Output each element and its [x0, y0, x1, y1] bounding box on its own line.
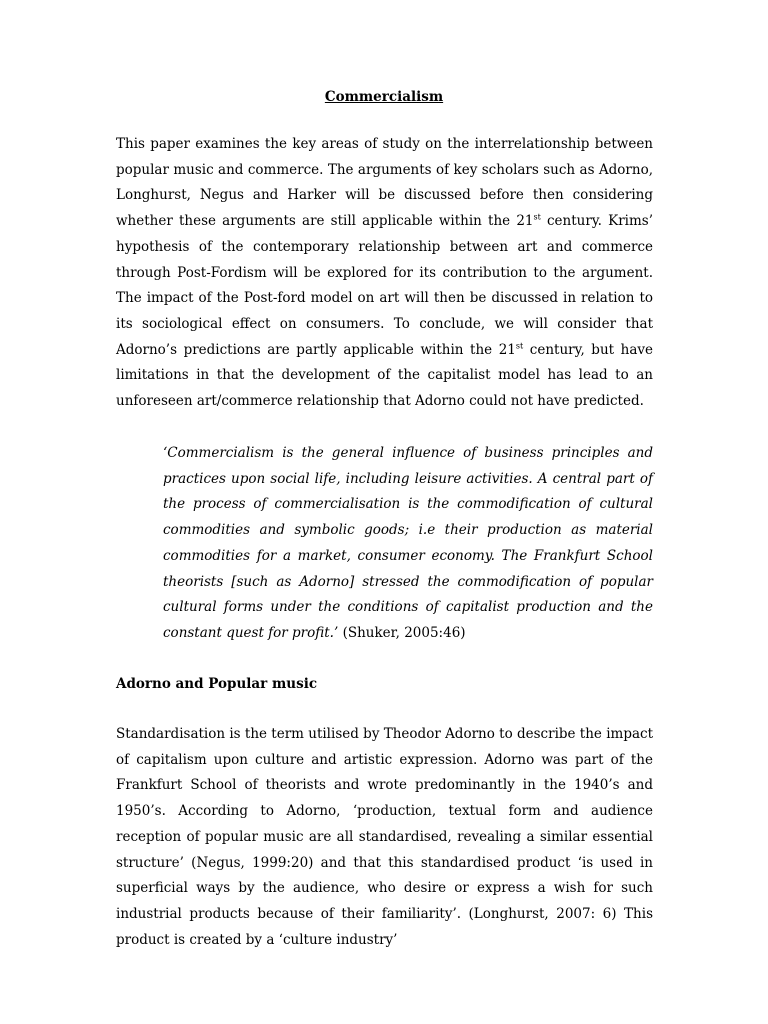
- intro-text-part-2: century. Krims’ hypothesis of the contemporary relationship between art and commerce through Post-Fordism will be explored for its contribution to the argument. The impact of the Post-ford model on art will then be discussed in relation to its sociological effect on consumers. To conclude, we will consider that Adorno’s predictions are partly applicable within the 21: [116, 213, 653, 358]
- intro-text-part-3: century, but have limitations in that the development of the capitalist model has lead to an unforeseen art/commerce relationship that Adorno could not have predicted.: [116, 341, 653, 410]
- ordinal-suffix: st: [515, 341, 524, 351]
- ordinal-suffix: st: [533, 212, 541, 222]
- block-quote: [163, 441, 653, 647]
- section-heading: Adorno and Popular music: [116, 676, 318, 692]
- intro-text-part-1: This paper examines the key areas of study on the interrelationship between popular music and commerce. The arguments of key scholars such as Adorno, Longhurst, Negus and Harker will be discussed before then considering whether these arguments are still applicable within the 21: [116, 136, 653, 230]
- page-title: Commercialism: [324, 89, 444, 105]
- quote-citation: (Shuker, 2005:46): [338, 624, 466, 641]
- quote-text: ‘Commercialism is the general influence of business principles and practices upon social life, including leisure activities. A central part of the process of commercialisation is the commodification of cultural commodities and symbolic goods; i.e their production as material commodities for a market, consumer economy. The Frankfurt School theorists [such as Adorno] stressed the commodification of popular cultural forms under the conditions of capitalist production and the constant quest for profit.’: [163, 445, 653, 641]
- section-paragraph: Standardisation is the term utilised by Theodor Adorno to describe the impact of capitalism upon culture and artistic expression. Adorno was part of the Frankfurt School of theorists and wrote predominantly in the 1940’s and 1950’s. According to Adorno, ‘production, textual form and audience reception of popular music are all standardised, revealing a similar essential structure’ (Negus, 1999:20) and that this standardised product ‘is used in superficial ways by the audience, who desire or express a wish for such industrial products because of their familiarity’. (Longhurst, 2007: 6) This product is created by a ‘culture industry’: [116, 726, 654, 948]
- intro-paragraph: [116, 132, 653, 415]
